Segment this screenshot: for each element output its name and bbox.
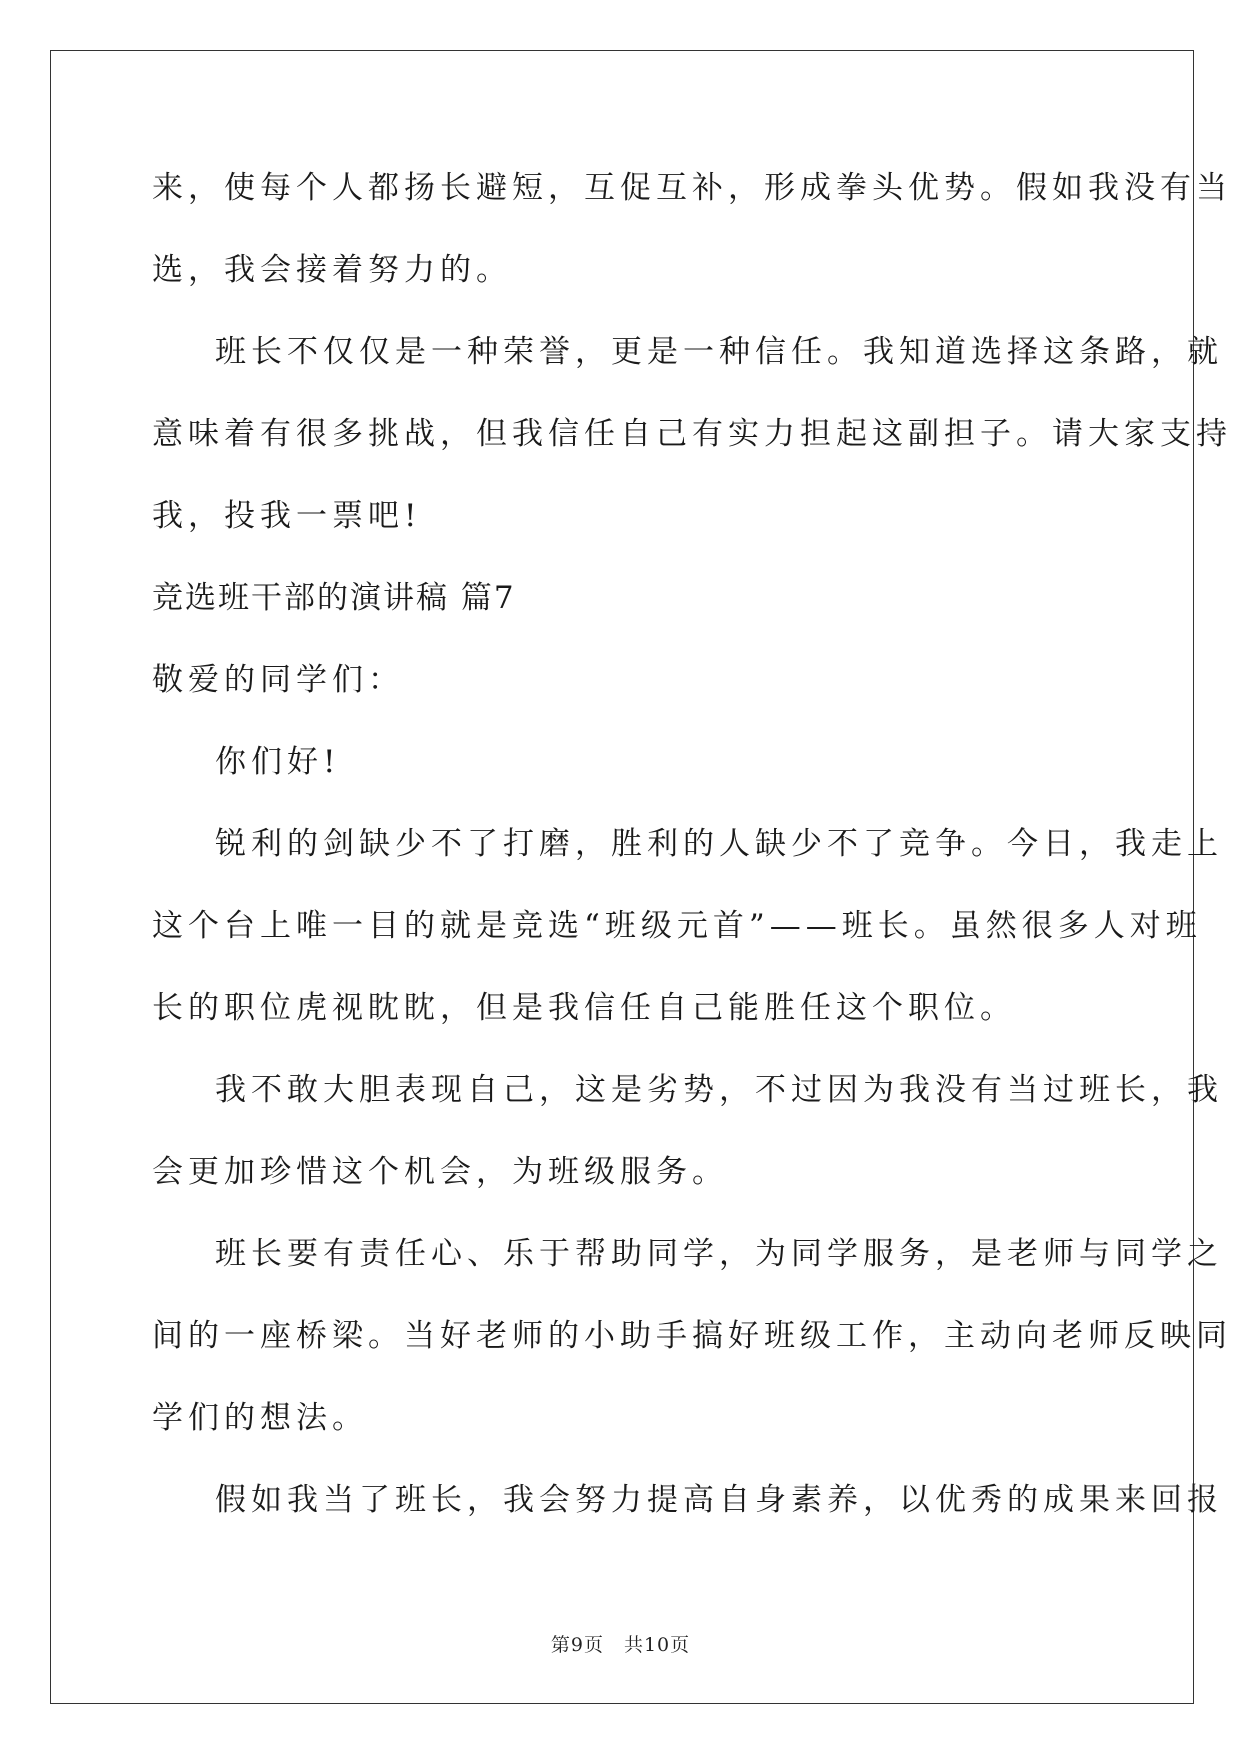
body-line-16: 学们的想法。 (152, 1400, 368, 1436)
document-body (152, 158, 1232, 1552)
body-line-17: 假如我当了班长，我会努力提高自身素养，以优秀的成果来回报 (215, 1482, 1223, 1518)
body-line-9: 锐利的剑缺少不了打磨，胜利的人缺少不了竞争。今日，我走上 (215, 826, 1223, 862)
body-line-12: 我不敢大胆表现自己，这是劣势，不过因为我没有当过班长，我 (215, 1072, 1223, 1108)
body-line-5: 我，投我一票吧! (152, 498, 422, 534)
body-line-11: 长的职位虎视眈眈，但是我信任自己能胜任这个职位。 (152, 990, 1016, 1026)
body-line-10: 这个台上唯一目的就是竞选“班级元首”——班长。虽然很多人对班 (152, 908, 1202, 944)
body-line-13: 会更加珍惜这个机会，为班级服务。 (152, 1154, 728, 1190)
body-line-4: 意味着有很多挑战，但我信任自己有实力担起这副担子。请大家支持 (152, 416, 1232, 452)
page-number: 第9页 (550, 1634, 604, 1656)
page-total: 共10页 (623, 1634, 691, 1656)
greeting: 你们好! (215, 744, 341, 780)
body-line-2: 选，我会接着努力的。 (152, 252, 512, 288)
salutation: 敬爱的同学们： (152, 662, 404, 698)
body-line-3: 班长不仅仅是一种荣誉，更是一种信任。我知道选择这条路，就 (215, 334, 1223, 370)
page-footer (0, 1630, 1241, 1657)
body-line-14: 班长要有责任心、乐于帮助同学，为同学服务，是老师与同学之 (215, 1236, 1223, 1272)
body-line-15: 间的一座桥梁。当好老师的小助手搞好班级工作，主动向老师反映同 (152, 1318, 1232, 1354)
section-heading: 竞选班干部的演讲稿 篇7 (152, 580, 516, 616)
body-line-1: 来，使每个人都扬长避短，互促互补，形成拳头优势。假如我没有当 (152, 170, 1232, 206)
